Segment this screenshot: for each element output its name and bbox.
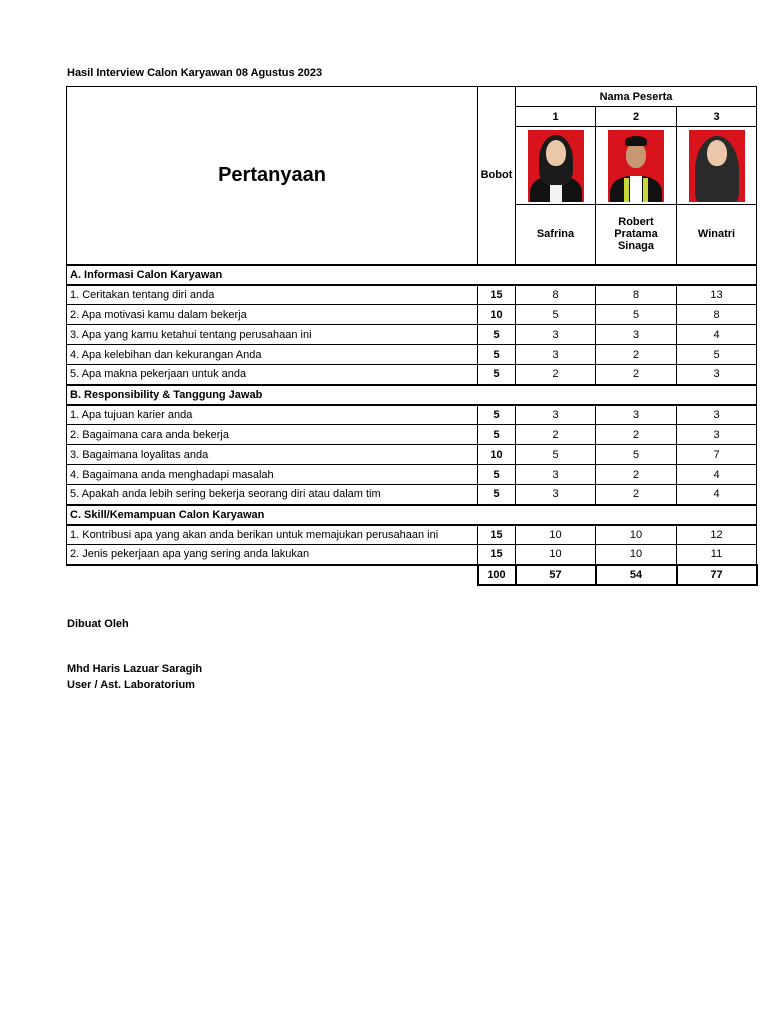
score-cell-participant-2: 5: [596, 445, 677, 465]
table-row: [67, 525, 757, 545]
signer-role: User / Ast. Laboratorium: [67, 679, 195, 691]
participant-photo-3: [689, 130, 745, 202]
table-row: [67, 485, 757, 505]
table-row: [67, 365, 757, 385]
table-row: [67, 445, 757, 465]
totals-row: [67, 565, 757, 585]
table-row: [67, 345, 757, 365]
table-row: [67, 465, 757, 485]
score-cell-participant-3: 5: [677, 345, 757, 365]
weight-cell: 5: [478, 425, 516, 445]
score-cell-participant-2: 5: [596, 305, 677, 325]
weight-cell: 15: [478, 525, 516, 545]
signer-name: Mhd Haris Lazuar Saragih: [67, 663, 203, 675]
score-cell-participant-3: 3: [677, 365, 757, 385]
weight-cell: 5: [478, 325, 516, 345]
question-cell: 2. Apa motivasi kamu dalam bekerja: [67, 305, 478, 325]
weight-cell: 5: [478, 485, 516, 505]
score-cell-participant-1: 3: [516, 465, 596, 485]
participant-number-3: 3: [677, 107, 757, 127]
total-weight: 100: [478, 565, 516, 585]
question-cell: 2. Jenis pekerjaan apa yang sering anda lakukan: [67, 545, 478, 565]
score-cell-participant-2: 2: [596, 425, 677, 445]
score-cell-participant-2: 3: [596, 405, 677, 425]
question-cell: 2. Bagaimana cara anda bekerja: [67, 425, 478, 445]
table-row: [67, 325, 757, 345]
question-cell: 5. Apakah anda lebih sering bekerja seorang diri atau dalam tim: [67, 485, 478, 505]
participant-photo-cell-2: [596, 127, 677, 205]
interview-score-table: [66, 86, 758, 586]
score-cell-participant-1: 8: [516, 285, 596, 305]
section-title: C. Skill/Kemampuan Calon Karyawan: [67, 505, 757, 525]
totals-spacer: [67, 565, 478, 585]
weight-cell: 10: [478, 305, 516, 325]
score-cell-participant-2: 10: [596, 545, 677, 565]
weight-cell: 15: [478, 545, 516, 565]
score-cell-participant-1: 3: [516, 345, 596, 365]
document-title: Hasil Interview Calon Karyawan 08 Agustus 2023: [67, 67, 323, 79]
score-cell-participant-1: 5: [516, 305, 596, 325]
section-row: [67, 385, 757, 405]
weight-cell: 15: [478, 285, 516, 305]
section-title: A. Informasi Calon Karyawan: [67, 265, 757, 285]
score-cell-participant-3: 3: [677, 405, 757, 425]
score-cell-participant-3: 4: [677, 325, 757, 345]
section-row: [67, 265, 757, 285]
total-score-participant-3: 77: [677, 565, 757, 585]
question-cell: 5. Apa makna pekerjaan untuk anda: [67, 365, 478, 385]
table-row: [67, 305, 757, 325]
score-cell-participant-3: 13: [677, 285, 757, 305]
weight-column-header: Bobot: [478, 87, 516, 265]
question-cell: 1. Ceritakan tentang diri anda: [67, 285, 478, 305]
score-cell-participant-2: 2: [596, 465, 677, 485]
score-cell-participant-1: 3: [516, 485, 596, 505]
question-cell: 4. Bagaimana anda menghadapi masalah: [67, 465, 478, 485]
weight-cell: 10: [478, 445, 516, 465]
score-cell-participant-1: 2: [516, 365, 596, 385]
section-title: B. Responsibility & Tanggung Jawab: [67, 385, 757, 405]
made-by-label: Dibuat Oleh: [67, 618, 129, 630]
score-cell-participant-3: 4: [677, 465, 757, 485]
participant-name-2: Robert Pratama Sinaga: [596, 205, 677, 265]
question-cell: 3. Bagaimana loyalitas anda: [67, 445, 478, 465]
score-cell-participant-3: 7: [677, 445, 757, 465]
question-cell: 1. Kontribusi apa yang akan anda berikan untuk memajukan perusahaan ini: [67, 525, 478, 545]
question-cell: 3. Apa yang kamu ketahui tentang perusahaan ini: [67, 325, 478, 345]
score-cell-participant-2: 8: [596, 285, 677, 305]
score-cell-participant-2: 2: [596, 345, 677, 365]
score-cell-participant-2: 3: [596, 325, 677, 345]
score-cell-participant-1: 10: [516, 525, 596, 545]
participant-photo-2: [608, 130, 664, 202]
table-row: [67, 405, 757, 425]
participant-photo-cell-1: [516, 127, 596, 205]
participant-photo-1: [528, 130, 584, 202]
total-score-participant-1: 57: [516, 565, 596, 585]
weight-cell: 5: [478, 365, 516, 385]
score-cell-participant-2: 2: [596, 485, 677, 505]
participant-name-3: Winatri: [677, 205, 757, 265]
section-row: [67, 505, 757, 525]
question-cell: 1. Apa tujuan karier anda: [67, 405, 478, 425]
weight-cell: 5: [478, 345, 516, 365]
score-cell-participant-3: 12: [677, 525, 757, 545]
score-cell-participant-1: 3: [516, 325, 596, 345]
score-cell-participant-1: 3: [516, 405, 596, 425]
table-row: [67, 285, 757, 305]
weight-cell: 5: [478, 405, 516, 425]
participant-name-1: Safrina: [516, 205, 596, 265]
weight-cell: 5: [478, 465, 516, 485]
total-score-participant-2: 54: [596, 565, 677, 585]
score-cell-participant-1: 5: [516, 445, 596, 465]
table-row: [67, 425, 757, 445]
score-cell-participant-3: 3: [677, 425, 757, 445]
question-cell: 4. Apa kelebihan dan kekurangan Anda: [67, 345, 478, 365]
score-cell-participant-1: 2: [516, 425, 596, 445]
score-cell-participant-3: 11: [677, 545, 757, 565]
participant-photo-cell-3: [677, 127, 757, 205]
question-column-header: Pertanyaan: [67, 87, 478, 265]
participant-number-1: 1: [516, 107, 596, 127]
score-cell-participant-3: 4: [677, 485, 757, 505]
participant-number-2: 2: [596, 107, 677, 127]
score-cell-participant-3: 8: [677, 305, 757, 325]
score-cell-participant-1: 10: [516, 545, 596, 565]
table-row: [67, 545, 757, 565]
score-cell-participant-2: 2: [596, 365, 677, 385]
participants-header: Nama Peserta: [516, 87, 757, 107]
score-cell-participant-2: 10: [596, 525, 677, 545]
